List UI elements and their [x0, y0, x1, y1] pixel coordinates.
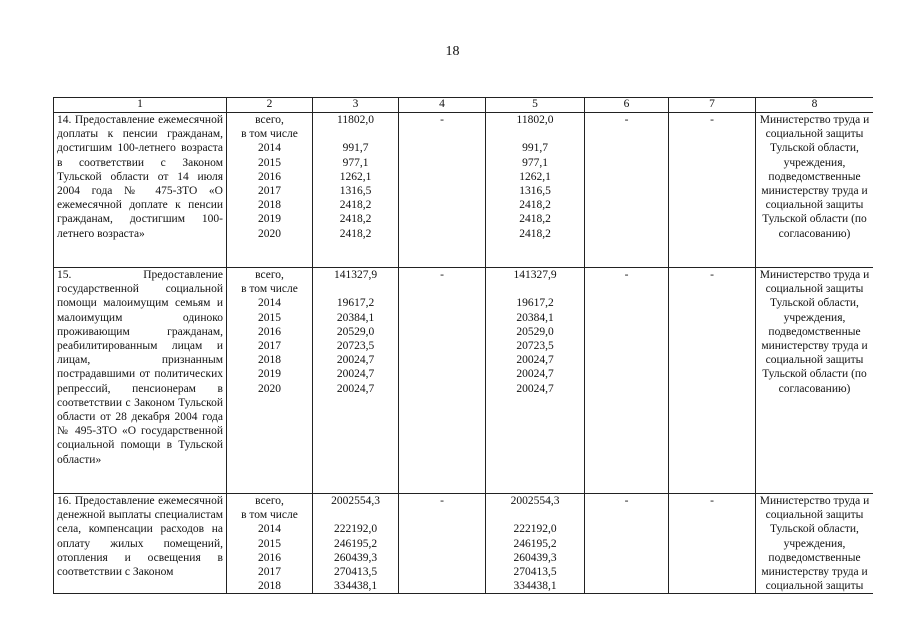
col3-total: 11802,0 — [337, 114, 374, 126]
col3-value: 977,1 — [342, 156, 369, 169]
row-description: 14. Предоставление ежемесячной доплаты к пенсии гражданам, достигшим 100-летнего возраста в соответствии с Законом Тульской области от 14 июля 2004 года № 475-ЗТО «О ежемесячной доплате к пенсии гражданам, достигшим 100-летнего возраста» — [54, 113, 227, 268]
header-col-6: 6 — [585, 98, 669, 113]
col5-value: 246195,2 — [513, 537, 557, 550]
year: 2020 — [258, 382, 281, 395]
col3-value: 20723,5 — [336, 340, 375, 352]
col3-value: 2418,2 — [339, 213, 372, 226]
col5-values — [486, 268, 585, 494]
col7-value: - — [669, 494, 756, 595]
header-col-5: 5 — [486, 98, 585, 113]
header-col-2: 2 — [227, 98, 313, 113]
responsible-party: Министерство труда и социальной защиты Тульской области, учреждения, подведомственные министерству труда и социальной защиты — [756, 494, 874, 595]
col5-values — [486, 113, 585, 268]
col4-value: - — [399, 113, 486, 268]
col3-value: 260439,3 — [333, 551, 378, 564]
year-labels — [227, 268, 313, 494]
col6-value: - — [585, 113, 669, 268]
col5-value: 1262,1 — [519, 170, 551, 183]
col5-value: 19617,2 — [516, 297, 554, 310]
col5-total: 141327,9 — [513, 269, 557, 281]
year: 2015 — [258, 156, 281, 169]
col3-value: 20529,0 — [336, 325, 375, 338]
table-row — [54, 268, 874, 494]
col3-total: 141327,9 — [333, 269, 378, 281]
incl-label: в том числе — [241, 283, 298, 296]
incl-label: в том числе — [241, 128, 298, 141]
col5-value: 1316,5 — [519, 185, 551, 197]
year: 2014 — [258, 297, 281, 310]
col4-value: - — [399, 494, 486, 595]
year: 2015 — [258, 537, 281, 550]
table-row — [54, 113, 874, 268]
incl-label: в том числе — [241, 509, 298, 522]
header-col-7: 7 — [669, 98, 756, 113]
year: 2019 — [258, 368, 281, 381]
col5-value: 2418,2 — [519, 227, 551, 240]
col3-value: 270413,5 — [333, 566, 378, 578]
col3-values — [313, 268, 399, 494]
header-col-4: 4 — [399, 98, 486, 113]
program-table-wrapper — [53, 97, 873, 594]
col5-value: 20723,5 — [516, 340, 554, 352]
col3-value: 19617,2 — [336, 297, 375, 310]
col3-value: 20024,7 — [336, 368, 375, 381]
year-labels — [227, 494, 313, 595]
col5-value: 20024,7 — [516, 354, 554, 367]
year: 2017 — [258, 566, 281, 579]
col3-value: 246195,2 — [333, 537, 378, 550]
header-col-8: 8 — [756, 98, 874, 113]
col3-value: 2418,2 — [339, 199, 372, 212]
col3-value: 20024,7 — [336, 382, 375, 395]
col5-total: 11802,0 — [516, 114, 554, 126]
col5-value: 334438,1 — [513, 580, 557, 593]
col3-values — [313, 494, 399, 595]
col5-value: 20529,0 — [516, 325, 554, 338]
year: 2016 — [258, 325, 281, 338]
year: 2018 — [258, 199, 281, 212]
page-number: 18 — [445, 44, 460, 59]
total-label: всего, — [255, 114, 284, 126]
col4-value: - — [399, 268, 486, 494]
year: 2016 — [258, 170, 281, 183]
header-col-1: 1 — [54, 98, 227, 113]
year: 2014 — [258, 523, 281, 536]
col5-value: 2418,2 — [519, 213, 551, 226]
year: 2015 — [258, 311, 281, 324]
responsible-party: Министерство труда и социальной защиты Тульской области, учреждения, подведомственные министерству труда и социальной защиты Тульской области (по согласованию) — [756, 113, 874, 268]
year: 2017 — [258, 185, 281, 198]
header-col-3: 3 — [313, 98, 399, 113]
year: 2018 — [258, 354, 281, 367]
year: 2019 — [258, 213, 281, 226]
col3-value: 20384,1 — [336, 311, 375, 324]
col6-value: - — [585, 268, 669, 494]
row-description: 16. Предоставление ежемесячной денежной выплаты специалистам села, компенсации расходов на оплату жилых помещений, отопления и освещения в соответствии с Законом — [54, 494, 227, 595]
col7-value: - — [669, 268, 756, 494]
row-description: 15. Предоставление государственной социальной помощи малоимущим семьям и малоимущим одиноко проживающим гражданам, реабилитированным лицам и лицам, признанным пострадавшими от политических репрессий, пенсионерам в соответствии с Законом Тульской области от 28 декабря 2004 года № 495-ЗТО «О государственной социальной помощи в Тульской области» — [54, 268, 227, 494]
col5-value: 2418,2 — [519, 199, 551, 212]
col5-value: 977,1 — [522, 156, 548, 169]
col7-value: - — [669, 113, 756, 268]
col5-total: 2002554,3 — [510, 495, 560, 507]
total-label: всего, — [255, 269, 284, 281]
col3-value: 20024,7 — [336, 354, 375, 367]
year: 2014 — [258, 142, 281, 155]
table-row — [54, 494, 874, 595]
col5-value: 20024,7 — [516, 382, 554, 395]
col3-value: 1316,5 — [339, 185, 372, 197]
col5-value: 20024,7 — [516, 368, 554, 381]
col6-value: - — [585, 494, 669, 595]
col3-values — [313, 113, 399, 268]
col3-value: 1262,1 — [339, 170, 372, 183]
header-row — [54, 98, 874, 113]
col3-value: 991,7 — [342, 142, 369, 155]
year-labels — [227, 113, 313, 268]
col5-value: 270413,5 — [513, 566, 557, 578]
col5-value: 991,7 — [522, 142, 548, 155]
year: 2020 — [258, 227, 281, 240]
year: 2016 — [258, 551, 281, 564]
responsible-party: Министерство труда и социальной защиты Тульской области, учреждения, подведомственные министерству труда и социальной защиты Тульской области (по согласованию) — [756, 268, 874, 494]
total-label: всего, — [255, 495, 284, 507]
col3-total: 2002554,3 — [331, 495, 380, 507]
col3-value: 222192,0 — [333, 523, 378, 536]
col5-value: 260439,3 — [513, 551, 557, 564]
year: 2018 — [258, 580, 281, 593]
col5-values — [486, 494, 585, 595]
col5-value: 20384,1 — [516, 311, 554, 324]
col5-value: 222192,0 — [513, 523, 557, 536]
col3-value: 2418,2 — [339, 227, 372, 240]
year: 2017 — [258, 340, 281, 353]
program-table — [53, 97, 873, 594]
col3-value: 334438,1 — [333, 580, 378, 593]
